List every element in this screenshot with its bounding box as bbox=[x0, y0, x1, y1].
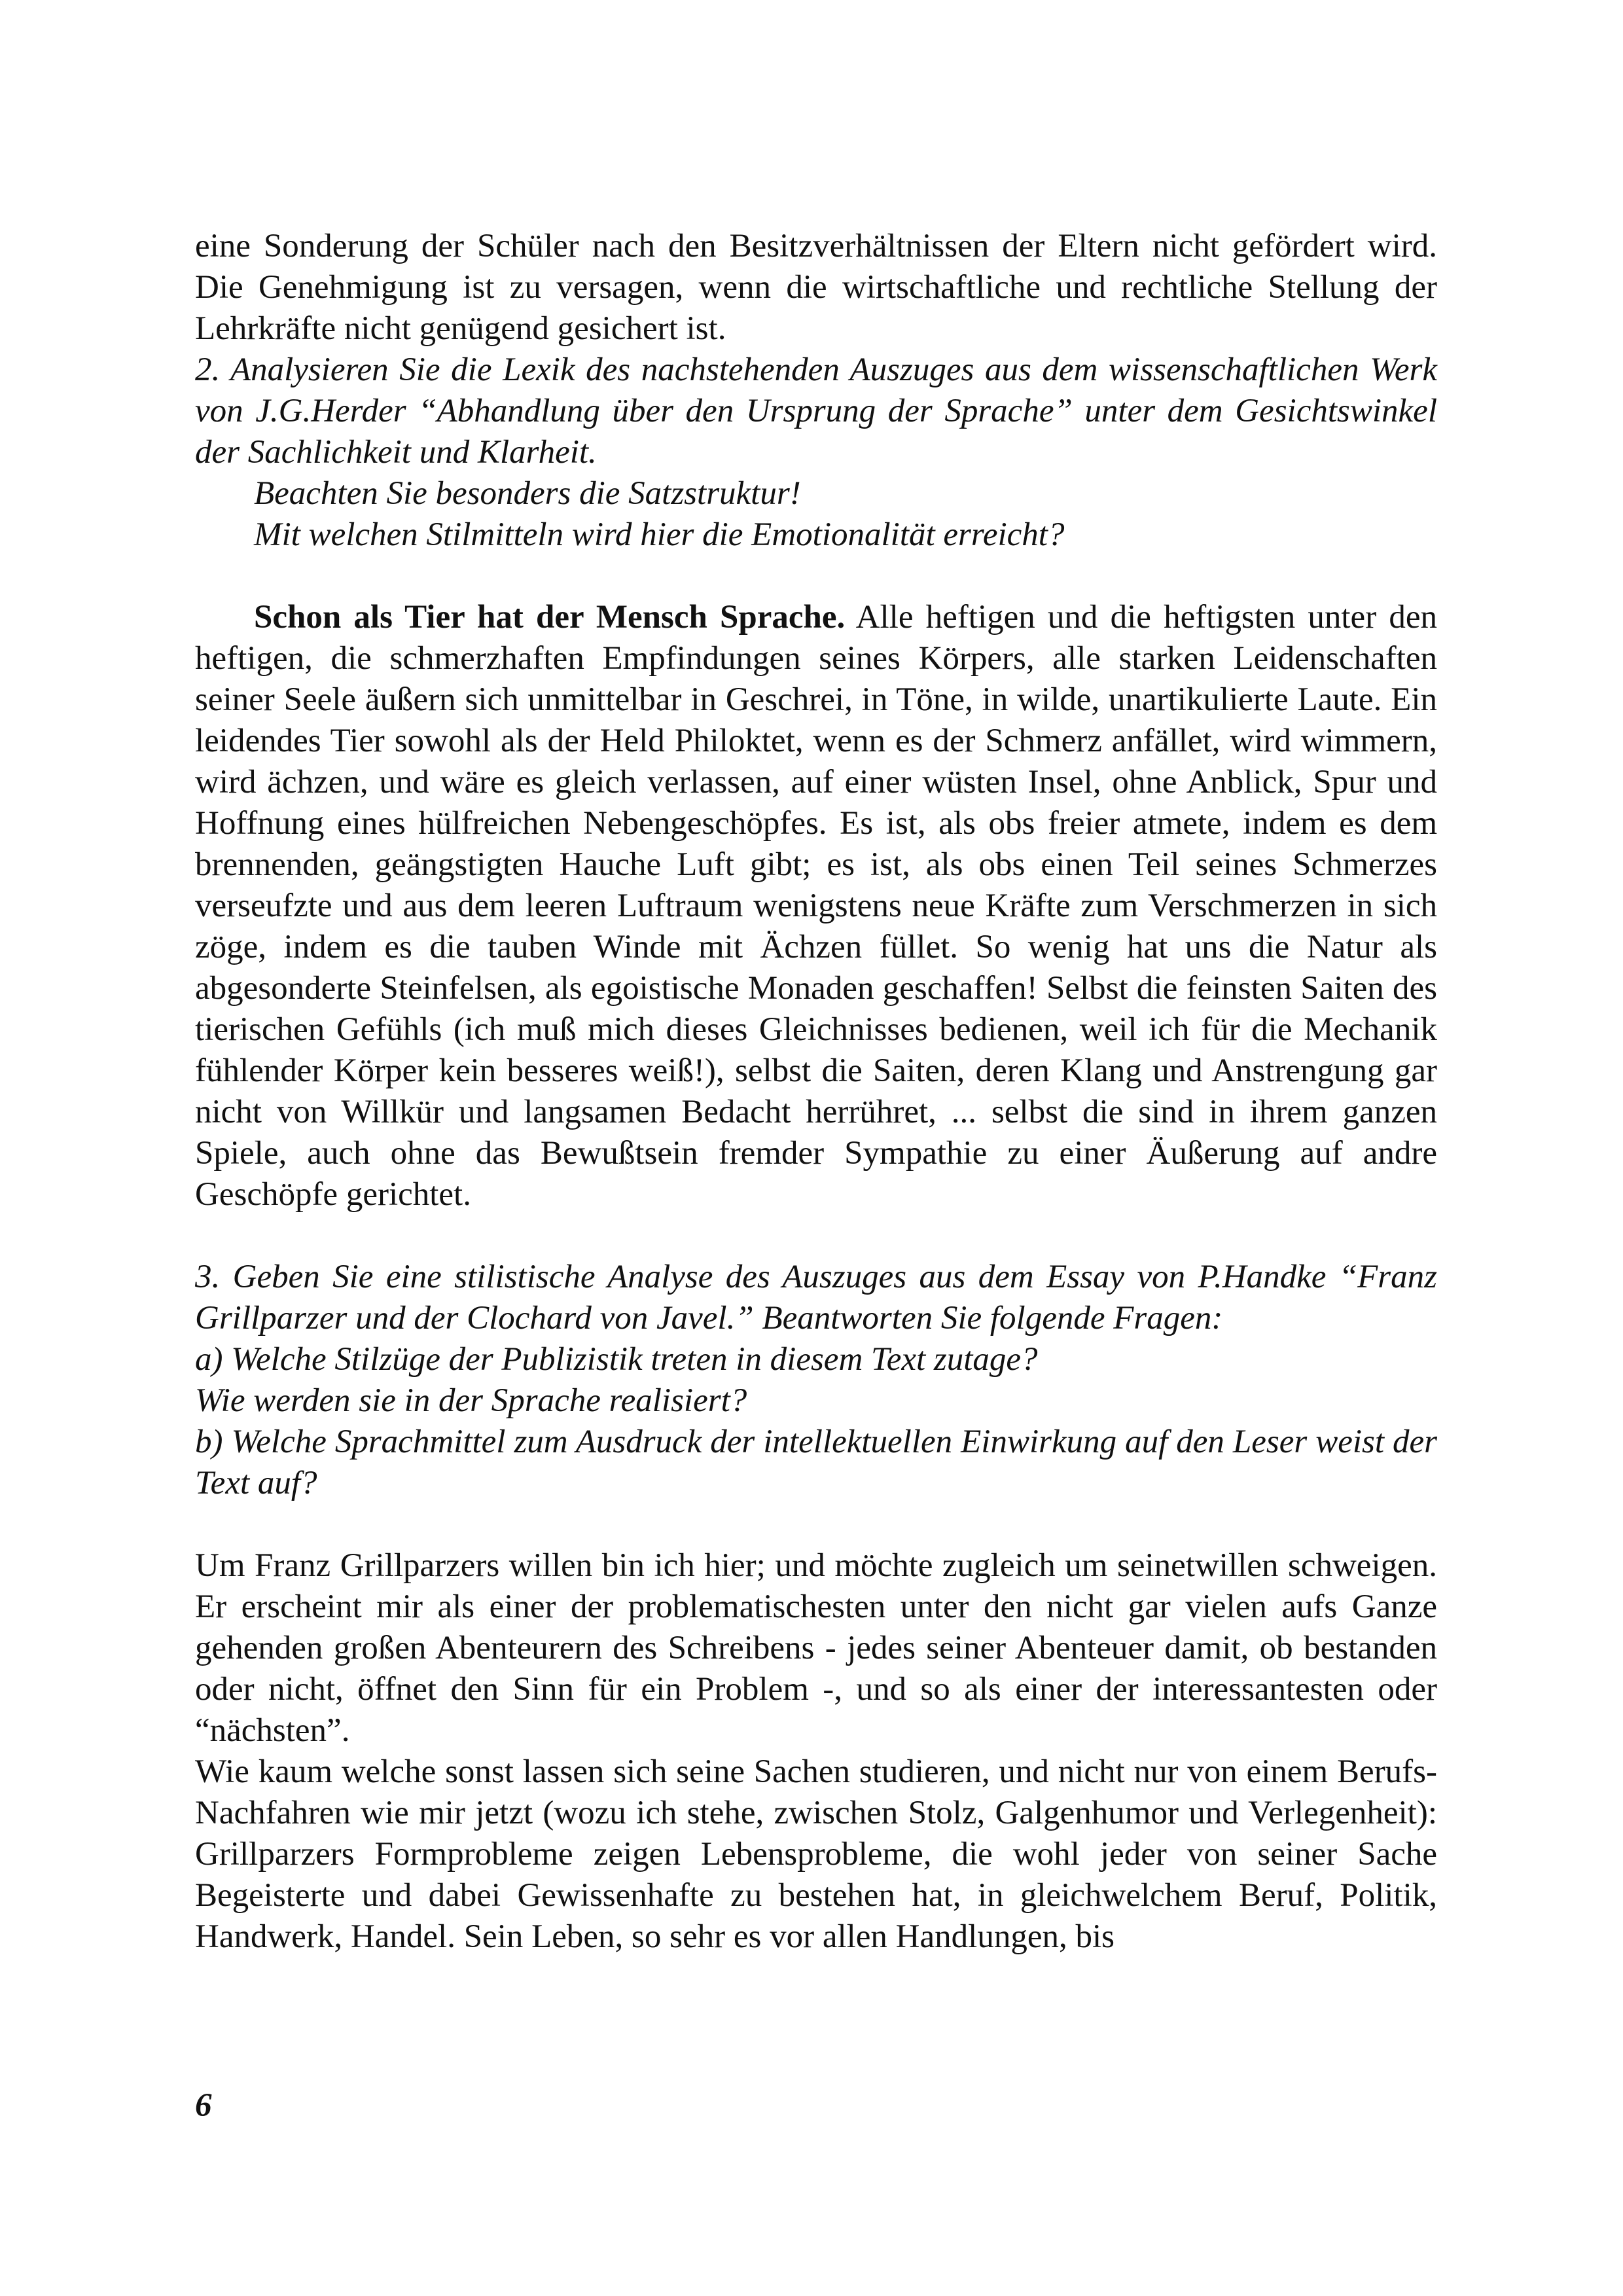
page-number: 6 bbox=[195, 2087, 212, 2124]
intro-paragraph: eine Sonderung der Schüler nach den Besitzverhältnissen der Eltern nicht gefördert wird. Die Genehmigung ist zu versagen, wenn die wirtschaftliche und rechtliche Stellung der Lehrkräfte nicht genügend gesichert ist. bbox=[195, 228, 1437, 347]
herder-lead: Schon als Tier hat der Mensch Sprache. bbox=[254, 599, 846, 636]
herder-excerpt bbox=[195, 597, 1437, 1215]
task-2-sub-2: Mit welchen Stilmitteln wird hier die Emotionalität erreicht? bbox=[254, 516, 1065, 553]
task-3-prompt: 3. Geben Sie eine stilistische Analyse des Auszuges aus dem Essay von P.Handke “Franz Grillparzer und der Clochard von Javel.” Beantworten Sie folgende Fragen: bbox=[195, 1259, 1437, 1336]
herder-body: Alle heftigen und die heftigsten unter den heftigen, die schmerzhaften Empfindungen seines Körpers, alle starken Leidenschaften seiner Seele äußern sich unmittelbar in Geschrei, in Töne, in wilde, unartikulierte Laute. Ein leidendes Tier sowohl als der Held Philoktet, wenn es der Schmerz anfället, wird wimmern, wird ächzen, und wäre es gleich verlassen, auf einer wüsten Insel, ohne Anblick, Spur und Hoffnung eines hülfreichen Nebengeschöpfes. Es ist, als obs freier atmete, indem es dem brennenden, geängstigten Hauche Luft gibt; es ist, als obs einen Teil seines Schmerzes verseufzte und aus dem leeren Luftraum wenigstens neue Kräfte zum Verschmerzen in sich zöge, indem es die tauben Winde mit Ächzen füllet. So wenig hat uns die Natur als abgesonderte Steinfelsen, als egoistische Monaden geschaffen! Selbst die feinsten Saiten des tierischen Gefühls (ich muß mich dieses Gleichnisses bedienen, weil ich für die Mechanik fühlender Körper kein besseres weiß!), selbst die Saiten, deren Klang und Anstrengung gar nicht von Willkür und langsamen Bedacht herrühret, ... selbst die sind in ihrem ganzen Spiele, auch ohne das Bewußtsein fremder Sympathie zu einer Äußerung auf andre Geschöpfe gerichtet. bbox=[195, 599, 1437, 1213]
task-3-question-b: b) Welche Sprachmittel zum Ausdruck der intellektuellen Einwirkung auf den Leser weist der Text auf? bbox=[195, 1424, 1437, 1501]
page-body bbox=[195, 226, 1437, 1958]
task-2-prompt: 2. Analysieren Sie die Lexik des nachstehenden Auszuges aus dem wissenschaftlichen Werk von J.G.Herder “Abhandlung über den Ursprung der Sprache” unter dem Gesichtswinkel der Sachlichkeit und Klarheit. bbox=[195, 351, 1437, 471]
task-3-question-a2: Wie werden sie in der Sprache realisiert? bbox=[195, 1382, 747, 1419]
task-3-question-a: a) Welche Stilzüge der Publizistik treten in diesem Text zutage? bbox=[195, 1341, 1038, 1378]
task-2-sub-1: Beachten Sie besonders die Satzstruktur! bbox=[254, 475, 801, 512]
handke-paragraph-1: Um Franz Grillparzers willen bin ich hier; und möchte zugleich um seinetwillen schweigen. Er erscheint mir als einer der problematischesten unter den nicht gar vielen aufs Ganze gehenden großen Abenteurern des Schreibens - jedes seiner Abenteuer damit, ob bestanden oder nicht, öffnet den Sinn für ein Problem -, und so als einer der interessantesten oder “nächsten”. bbox=[195, 1547, 1437, 1749]
handke-paragraph-2: Wie kaum welche sonst lassen sich seine Sachen studieren, und nicht nur von einem Berufs-Nachfahren wie mir jetzt (wozu ich stehe, zwischen Stolz, Galgenhumor und Verlegenheit): Grillparzers Formprobleme zeigen Lebensprobleme, die wohl jeder von seiner Sache Begeisterte und dabei Gewissenhafte zu bestehen hat, in gleichwelchem Beruf, Politik, Handwerk, Handel. Sein Leben, so sehr es vor allen Handlungen, bis bbox=[195, 1753, 1437, 1955]
